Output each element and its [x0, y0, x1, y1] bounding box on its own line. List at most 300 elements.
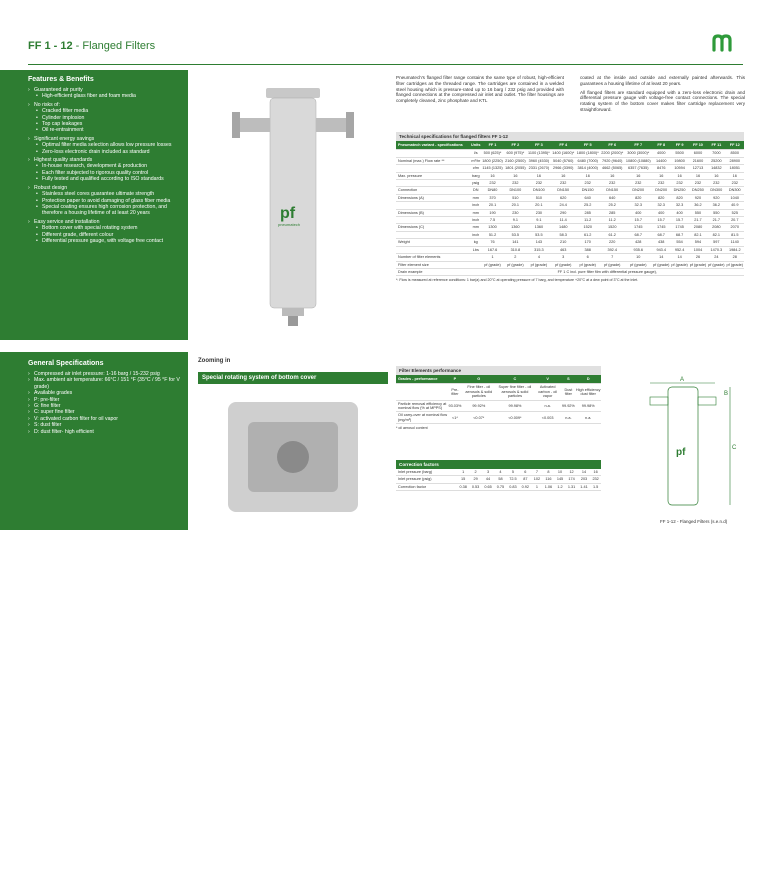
spec-cell: pf (grade): [551, 261, 576, 268]
elements-cell: 99.98%: [575, 400, 601, 412]
spec-cell: 16: [504, 172, 527, 179]
spec-row: [396, 202, 744, 209]
elements-subheader: Dust filter: [561, 384, 575, 400]
spec-cell: pf (grade): [689, 262, 707, 267]
spec-cell: 2160 (2500): [505, 158, 526, 163]
features-heading: Features & Benefits: [28, 76, 94, 83]
correction-cell: 174: [565, 476, 577, 483]
spec-header: Units: [471, 141, 482, 150]
spec-cell: 232: [504, 180, 527, 187]
spec-cell: 550: [707, 209, 725, 216]
correction-cell: 4: [494, 469, 506, 476]
spec-cell: 24.4: [551, 202, 576, 209]
correction-cell: 145: [555, 476, 566, 483]
feature-item: • Top cap leakages: [28, 121, 188, 127]
correction-cell: 7: [532, 469, 543, 476]
spec-cell: 16: [600, 172, 625, 179]
spec-cell: inch: [472, 203, 480, 208]
spec-cell: 32.3: [652, 202, 670, 209]
spec-cell: 18051: [726, 165, 744, 172]
spec-cell: 1004: [689, 246, 707, 253]
spec-cell: 1400 (1600)*: [552, 151, 575, 156]
drawing-label: B: [724, 391, 729, 397]
spec-cell: 25.2: [575, 202, 600, 209]
correction-table: [396, 469, 601, 491]
spec-cell: 500 (625)*: [481, 150, 504, 157]
spec-cell: 4: [527, 254, 551, 261]
spec-cell: 820: [652, 194, 670, 201]
spec-cell: 21.7: [689, 217, 707, 224]
spec-cell: 232: [726, 180, 744, 187]
spec-cell: 428: [624, 239, 652, 246]
general-heading: General Specifications: [28, 360, 104, 367]
spec-cell: 6480 (7000): [575, 157, 600, 164]
spec-cell: 1801 (2055): [505, 166, 526, 171]
spec-cell: 170: [575, 239, 600, 246]
correction-cell: 1.5: [590, 483, 601, 490]
elements-cell: 99.98%: [496, 400, 534, 412]
spec-cell: 9.1: [504, 217, 527, 224]
spec-header: FF 1: [481, 141, 504, 150]
feature-item: • Protection paper to avoid damaging of glass fiber media: [28, 198, 188, 204]
spec-cell: 68.7: [652, 231, 670, 238]
spec-cell: 1745: [624, 224, 652, 231]
correction-cell: 14: [578, 469, 590, 476]
correction-cell: 102: [532, 476, 543, 483]
spec-cell: 2080: [707, 224, 725, 231]
spec-cell: 141: [504, 239, 527, 246]
feature-item: • In-house research, development & production: [28, 163, 188, 169]
feature-item: › Guaranteed air purity: [28, 87, 188, 93]
spec-item: › V: activated carbon filter for oil vapor: [28, 416, 188, 422]
spec-cell: 61.2: [575, 231, 600, 238]
elements-cell: <0.009*: [496, 412, 534, 424]
spec-cell: 952.4: [670, 246, 688, 253]
spec-cell: 2966 (3390): [551, 165, 576, 172]
spec-cell: 285: [575, 209, 600, 216]
elements-table: [396, 375, 601, 424]
spec-cell: Nominal (max.) Flow rate **: [396, 157, 471, 164]
elements-cell: Oil carry-over at nominal flow (mg/m³): [398, 413, 448, 422]
spec-header: FF 7: [624, 141, 652, 150]
zoom-label: Zooming in: [198, 358, 231, 364]
spec-cell: DN200: [652, 187, 670, 194]
spec-cell: Dimensions (B): [396, 209, 471, 216]
spec-cell: pf (grade): [671, 262, 688, 267]
spec-note: *: Flow is measured at reference conditions: 1 bar(a) and 20°C at operating pressure of 7 barg, and temperature +20°C at a dew point of 3°C at the inlet.: [396, 278, 639, 283]
spec-cell: [396, 150, 471, 157]
spec-cell: 315.3: [527, 246, 551, 253]
general-list: [28, 371, 188, 435]
spec-cell: Connection: [396, 187, 471, 194]
spec-row: [396, 180, 744, 187]
spec-cell: 400: [670, 209, 688, 216]
spec-cell: 1100 (1395)*: [528, 151, 550, 156]
spec-cell: mm: [471, 224, 482, 231]
feature-item: › No risks of:: [28, 102, 188, 108]
elements-subheader: Super fine filter - oil aerosols & solid particles: [496, 384, 534, 400]
spec-cell: 4000: [652, 150, 670, 157]
spec-cell: [471, 254, 482, 261]
spec-cell: 3000 (3000)*: [624, 150, 652, 157]
spec-cell: 7.5: [481, 217, 504, 224]
footer-left: FF 1-12 (s.e.n.d) - Flanged Filters: [34, 871, 102, 876]
correction-cell: 6: [519, 469, 531, 476]
spec-cell: 2331 (2670): [528, 166, 550, 171]
correction-cell: 3: [482, 469, 494, 476]
spec-cell: 920: [689, 194, 707, 201]
general-panel: [0, 352, 188, 876]
feature-item: • Cylinder implosion: [28, 115, 188, 121]
spec-row: [396, 261, 744, 268]
spec-cell: Filter element size: [396, 261, 471, 268]
spec-cell: 232: [652, 180, 670, 187]
spec-cell: 1: [481, 254, 504, 261]
spec-cell: 3: [551, 254, 576, 261]
spec-cell: 1800 (2250): [482, 158, 503, 163]
spec-cell: 525: [726, 209, 744, 216]
correction-cell: 0.65: [482, 483, 494, 490]
elements-header: G: [462, 375, 496, 384]
spec-cell: 2: [504, 254, 527, 261]
spec-item: › C: super fine filter: [28, 409, 188, 415]
correction-cell: 1: [532, 483, 543, 490]
spec-cell: 400: [624, 209, 652, 216]
brand-logo: [712, 34, 740, 52]
spec-cell: 6: [575, 254, 600, 261]
features-panel: [0, 70, 188, 340]
spec-cell: 16: [689, 172, 707, 179]
feature-item: › Robust design: [28, 185, 188, 191]
elements-cell: n.a.: [575, 412, 601, 424]
spec-cell: 16: [527, 172, 551, 179]
spec-cell: 310.8: [504, 246, 527, 253]
correction-cell: 16: [590, 469, 601, 476]
spec-cell: 388: [575, 246, 600, 253]
spec-cell: 230: [527, 209, 551, 216]
spec-cell: 20.7: [726, 217, 744, 224]
spec-cell: 3960 (4530): [528, 158, 550, 163]
spec-cell: 1800 (1800)*: [576, 151, 599, 156]
spec-cell: 820: [670, 194, 688, 201]
spec-cell: Dimensions (A): [396, 194, 471, 201]
spec-cell: [471, 261, 482, 268]
spec-cell: 1520: [575, 224, 600, 231]
spec-cell: 10800 (10880): [625, 158, 651, 163]
spec-cell: 14: [670, 254, 688, 261]
spec-cell: 11.4: [551, 217, 576, 224]
elements-table-wrap: [396, 366, 601, 430]
feature-item: • Oil re-entrainment: [28, 127, 188, 133]
spec-cell: 232: [481, 180, 504, 187]
spec-cell: 3814 (4000): [575, 165, 600, 172]
spec-cell: 58.3: [551, 231, 576, 238]
svg-text:pneumatech: pneumatech: [278, 222, 301, 227]
spec-cell: 510: [527, 194, 551, 201]
spec-cell: pf (grade): [652, 262, 670, 267]
spec-cell: Dimensions (C): [396, 224, 471, 231]
spec-cell: pf (grade): [726, 262, 743, 267]
spec-cell: kg: [471, 239, 482, 246]
spec-cell: 392.4: [600, 246, 625, 253]
feature-item: › Significant energy savings: [28, 136, 188, 142]
spec-item: › G: fine filter: [28, 403, 188, 409]
spec-cell: pf (grade): [708, 262, 725, 267]
spec-cell: barg: [471, 173, 480, 178]
correction-cell: 232: [590, 476, 601, 483]
spec-header: FF 3: [527, 141, 551, 150]
spec-cell: 28: [726, 254, 744, 261]
spec-cell: 24: [707, 254, 725, 261]
spec-cell: 2200 (2000)*: [601, 151, 624, 156]
spec-cell: 190: [481, 209, 504, 216]
spec-header: FF 10: [689, 141, 707, 150]
spec-row: [396, 239, 744, 246]
correction-cell: Inlet pressure (psig): [396, 476, 457, 483]
spec-cell: 1140: [726, 239, 744, 246]
spec-cell: 11.2: [600, 217, 625, 224]
drain-label: Drain example: [396, 268, 471, 275]
spec-cell: pf (grade): [624, 261, 652, 268]
spec-cell: pf (grade): [600, 261, 625, 268]
spec-cell: 68.7: [670, 231, 688, 238]
drain-value: FF 1 C incl. pure filter film with differential pressure gauge),: [471, 268, 745, 275]
spec-cell: pf (grade): [575, 261, 600, 268]
spec-cell: m³/hr: [471, 158, 481, 163]
spec-cell: 620: [551, 194, 576, 201]
correction-cell: 1.06: [542, 483, 554, 490]
spec-cell: 820: [624, 194, 652, 201]
elements-header: D: [575, 375, 601, 384]
feature-item: • Different grade, different colour: [28, 232, 188, 238]
spec-cell: 16: [707, 172, 725, 179]
spec-cell: 32.3: [624, 202, 652, 209]
spec-cell: pf (grade): [527, 261, 551, 268]
correction-cell: 1: [457, 469, 469, 476]
correction-cell: 1.41: [578, 483, 590, 490]
spec-cell: 554: [670, 239, 688, 246]
spec-row: [396, 209, 744, 216]
spec-cell: 25.2: [600, 202, 625, 209]
spec-cell: 5500: [670, 150, 688, 157]
spec-cell: 15.7: [652, 217, 670, 224]
elements-cell: <0.003: [534, 412, 561, 424]
spec-cell: 232: [707, 180, 725, 187]
drawing-label: pf: [676, 447, 686, 458]
spec-cell: 1145 (1325): [482, 166, 503, 171]
spec-row: [396, 157, 744, 164]
spec-cell: 7000: [707, 150, 725, 157]
spec-cell: 1300: [481, 224, 504, 231]
spec-cell: 82.1: [707, 231, 725, 238]
correction-cell: 0.92: [519, 483, 531, 490]
spec-cell: 15.7: [624, 217, 652, 224]
spec-cell: 6357 (7635): [624, 165, 652, 172]
elements-cell: 93.03%: [448, 400, 461, 412]
spec-row: [396, 217, 744, 224]
spec-row: [396, 165, 744, 172]
spec-cell: 2070: [726, 224, 744, 231]
zoom-caption: Special rotating system of bottom cover: [198, 372, 388, 384]
spec-cell: 36.2: [707, 202, 725, 209]
correction-cell: 15: [457, 476, 469, 483]
elements-header: S: [561, 375, 575, 384]
spec-cell: 400: [652, 209, 670, 216]
spec-table-wrap: [396, 132, 744, 282]
spec-cell: DN300: [726, 187, 744, 194]
correction-table-wrap: [396, 460, 601, 491]
spec-cell: 285: [600, 209, 625, 216]
spec-cell: 51.2: [481, 231, 504, 238]
spec-cell: 8500: [726, 150, 744, 157]
spec-cell: psig: [472, 181, 480, 186]
spec-cell: [396, 180, 471, 187]
correction-cell: 58: [494, 476, 506, 483]
spec-cell: 5040 (5760): [551, 157, 576, 164]
elements-cell: Particle removal efficiency at nominal flow (% at MPPS): [398, 401, 447, 411]
elements-subheader: High efficiency dust filter: [575, 384, 601, 400]
spec-cell: DN100: [527, 187, 551, 194]
spec-cell: 25200: [707, 157, 725, 164]
spec-cell: 143: [527, 239, 551, 246]
spec-cell: 594: [689, 239, 707, 246]
spec-cell: mm: [471, 194, 482, 201]
spec-cell: 4662 (5065): [600, 165, 625, 172]
elements-header: Grades - performance: [396, 375, 448, 384]
elements-note: * oil aerosol content: [396, 426, 428, 431]
feature-item: • High-efficient glass fiber and foam media: [28, 93, 188, 99]
spec-cell: DN: [471, 187, 482, 194]
spec-cell: 550: [689, 209, 707, 216]
spec-item: › Available grades: [28, 390, 188, 396]
svg-text:pf: pf: [280, 205, 296, 222]
elements-header: C: [496, 375, 534, 384]
correction-cell: 0.53: [469, 483, 481, 490]
feature-item: • Special coating ensures high corrosion protection, and therefore a housing lifetime of at least 20 years: [28, 204, 188, 217]
spec-cell: DN80: [481, 187, 504, 194]
spec-cell: 220: [600, 239, 625, 246]
spec-cell: [396, 217, 471, 224]
spec-cell: 232: [575, 180, 600, 187]
spec-cell: 232: [527, 180, 551, 187]
correction-cell: 10: [555, 469, 566, 476]
spec-cell: 640: [575, 194, 600, 201]
spec-cell: 20.1: [481, 202, 504, 209]
spec-cell: 76: [481, 239, 504, 246]
correction-cell: Correction factor: [396, 483, 457, 490]
spec-cell: Lbs: [471, 246, 482, 253]
spec-cell: cfm: [471, 165, 482, 172]
spec-cell: 290: [551, 209, 576, 216]
correction-cell: 0.75: [494, 483, 506, 490]
product-image: [218, 78, 368, 333]
spec-cell: 6000: [689, 150, 707, 157]
spec-header: FF 12: [726, 141, 744, 150]
spec-row: [396, 187, 744, 194]
spec-cell: 438: [652, 239, 670, 246]
correction-cell: 203: [578, 476, 590, 483]
correction-cell: 0.38: [457, 483, 469, 490]
spec-cell: 16: [652, 172, 670, 179]
spec-header: FF 4: [551, 141, 576, 150]
zoom-box: [198, 372, 388, 532]
correction-cell: 29: [469, 476, 481, 483]
spec-cell: 7: [600, 254, 625, 261]
drawing-label: A: [680, 377, 685, 383]
spec-cell: 8476: [652, 165, 670, 172]
spec-cell: 600 (975)*: [504, 150, 527, 157]
spec-cell: DN100: [504, 187, 527, 194]
spec-cell: 53.5: [504, 231, 527, 238]
page-title: FF 1 - 12 - Flanged Filters: [28, 40, 156, 52]
elements-cell: n.a.: [534, 400, 561, 412]
correction-cell: Inlet pressure (barg): [396, 469, 457, 476]
spec-cell: inch: [472, 232, 480, 237]
spec-table: [396, 141, 744, 276]
elements-header: P: [448, 375, 461, 384]
spec-cell: 19800: [670, 157, 688, 164]
elements-subheader: [396, 384, 448, 400]
spec-cell: 1360: [504, 224, 527, 231]
spec-cell: 20.1: [527, 202, 551, 209]
elements-title: Filter Elements performance: [396, 366, 601, 375]
spec-item: › P: pre-filter: [28, 397, 188, 403]
spec-cell: l/s: [471, 150, 482, 157]
spec-row: [396, 246, 744, 253]
feature-item: • Each filter subjected to rigorous quality control: [28, 170, 188, 176]
spec-row: [396, 254, 744, 261]
spec-cell: 14: [652, 254, 670, 261]
spec-cell: 20.1: [504, 202, 527, 209]
spec-cell: 12713: [689, 165, 707, 172]
correction-cell: 116: [542, 476, 554, 483]
drawing-label: C: [732, 445, 737, 451]
spec-cell: 16: [551, 172, 576, 179]
spec-cell: 9.1: [527, 217, 551, 224]
elements-cell: 99.92%: [561, 400, 575, 412]
intro-text-1: Pneumatech's flanged filter range contains the same type of robust, high-efficient filter cartridges as the threaded range. The cartridges are contained in a welded steel housing which is pressure-rated up to 16 barg / 232 psig and provided with flanged connections at the compressed air inlet and outlet. The filter housings are completely cleaned, zinc phosphate and KTL: [396, 75, 564, 104]
spec-cell: 597: [707, 239, 725, 246]
spec-cell: [396, 165, 471, 172]
spec-cell: 935.6: [624, 246, 652, 253]
spec-cell: 16: [726, 172, 744, 179]
spec-cell: 232: [600, 180, 625, 187]
spec-cell: 1520: [600, 224, 625, 231]
spec-cell: DN150: [575, 187, 600, 194]
spec-header: FF 6: [600, 141, 625, 150]
spec-header: FF 5: [575, 141, 600, 150]
spec-cell: 1745: [652, 224, 670, 231]
spec-cell: DN250: [689, 187, 707, 194]
spec-header: FF 9: [670, 141, 688, 150]
spec-cell: 26: [689, 254, 707, 261]
spec-cell: [396, 202, 471, 209]
spec-cell: 167.6: [481, 246, 504, 253]
correction-cell: 0.83: [507, 483, 519, 490]
spec-cell: [396, 231, 471, 238]
spec-cell: 53.5: [527, 231, 551, 238]
correction-cell: 2: [469, 469, 481, 476]
spec-cell: DN150: [600, 187, 625, 194]
spec-cell: 510: [504, 194, 527, 201]
spec-cell: 2080: [689, 224, 707, 231]
spec-cell: 61.2: [600, 231, 625, 238]
spec-cell: 1040: [726, 194, 744, 201]
correction-cell: 1.31: [565, 483, 577, 490]
spec-cell: 36.2: [689, 202, 707, 209]
footer-right: FF 1-12 - Flanged Filters (s.e.n.d): [660, 519, 728, 524]
elements-cell: n.a.: [561, 412, 575, 424]
